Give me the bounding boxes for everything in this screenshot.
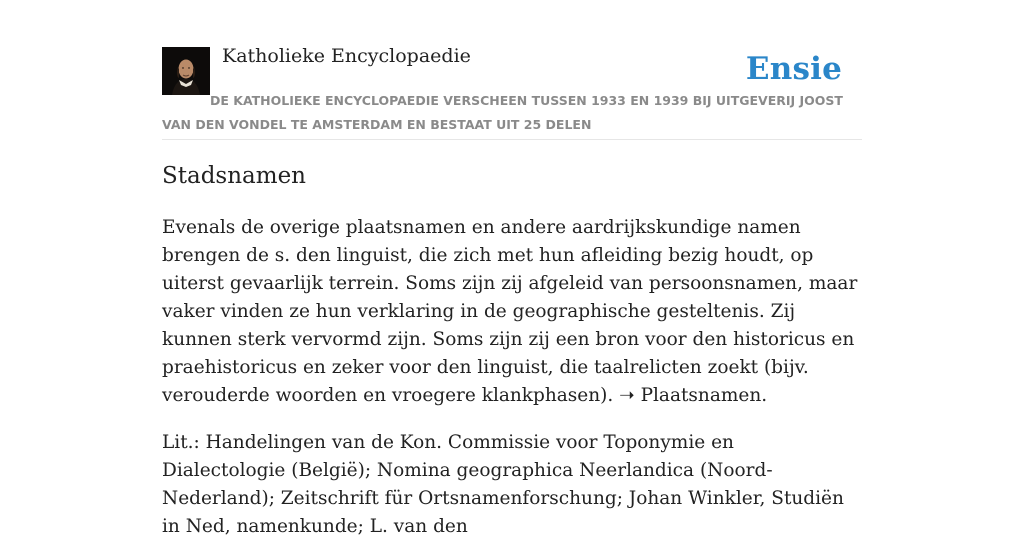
article-paragraph-2: Lit.: Handelingen van de Kon. Commissie voor Toponymie en Dialectologie (België); Nomina geographica Neerlandica (Noord-Nederland); Zeitschrift für Ortsnamenforschung; Johan Winkler, Studiën in Ned, namenkunde; L. van den [162,432,844,537]
arrow-right-icon: ➝ [619,385,635,406]
plaatsnamen-link-label: Plaatsnamen. [640,385,768,406]
site-title-link[interactable]: Katholieke Encyclopaedie [222,45,471,67]
article-body [162,214,862,560]
site-tagline: DE KATHOLIEKE ENCYCLOPAEDIE VERSCHEEN TUSSEN 1933 EN 1939 BIJ UITGEVERIJ JOOST VAN DEN VONDEL TE AMSTERDAM EN BESTAAT UIT 25 DELEN [162,93,843,132]
brand-logo-link[interactable]: Ensie [745,51,842,87]
site-header [162,0,862,140]
page [162,0,862,537]
article-title: Stadsnamen [162,163,306,189]
portrait-avatar-icon[interactable] [162,47,210,95]
plaatsnamen-link[interactable] [619,385,767,406]
paragraph-1-text: Evenals de overige plaatsnamen en andere aardrijkskundige namen brengen de s. den linguist, die zich met hun afleiding bezig houdt, op uiterst gevaarlijk terrein. Soms zijn zij afgeleid van persoonsnamen, maar vaker vinden ze hun verklaring in de geographische gesteltenis. Zij kunnen sterk vervormd zijn. Soms zijn zij een bron voor den historicus en praehistoricus en zeker voor den linguist, die taalrelicten zoekt (bijv. verouderde woorden en vroegere klankphasen). [162,217,858,406]
article-paragraph-1 [162,214,862,410]
